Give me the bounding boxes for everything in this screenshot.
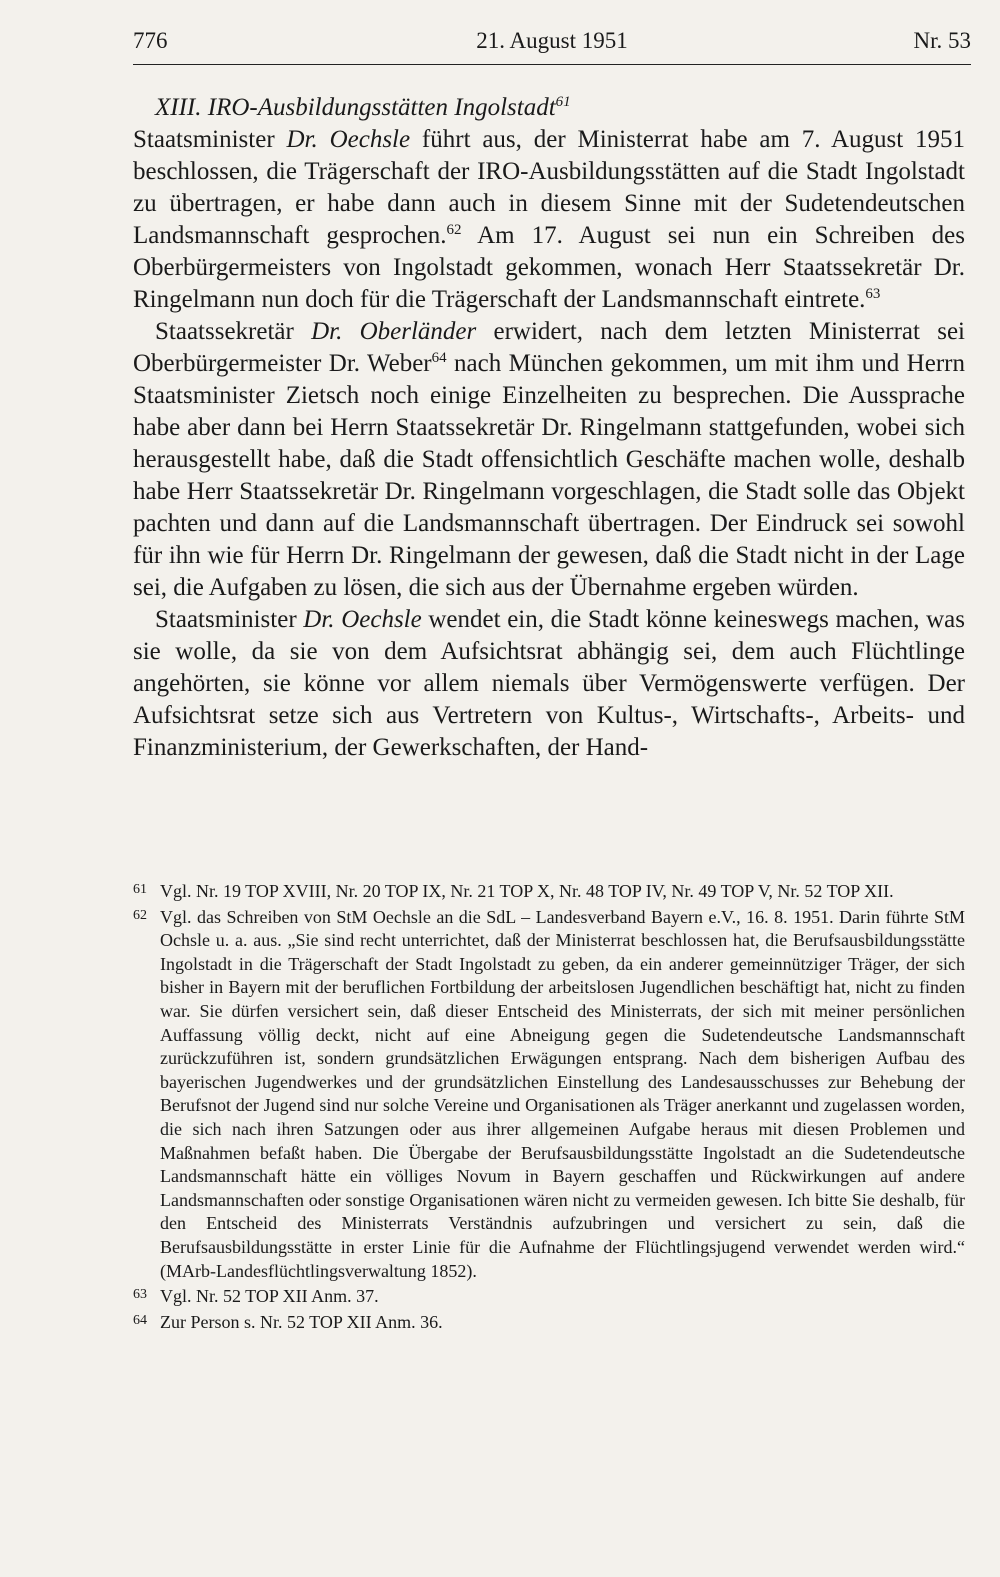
speaker-name: Dr. Oechsle	[303, 606, 422, 633]
paragraph-text: nach München gekommen, um mit ihm und Herrn Staatsminister Zietsch noch einige Einzelheiten zu besprechen. Die Aussprache habe aber dann bei Herrn Staatssekretär Dr. Ringelmann stattgefunden, wobei sich herausgestellt habe, daß die Stadt offensichtlich Geschäfte machen wolle, deshalb habe Herr Staatssekretär Dr. Ringelmann vorgeschlagen, die Stadt solle das Objekt pachten und dann auf die Landsmannschaft übertragen. Der Eindruck sei sowohl für ihn wie für Herrn Dr. Ringelmann der gewesen, daß die Stadt nicht in der Lage sei, die Aufgaben zu lösen, die sich aus der Übernahme ergeben würden.	[133, 350, 965, 601]
footnote-number: 63	[133, 1287, 147, 1303]
footnote-text: Vgl. Nr. 52 TOP XII Anm. 37.	[160, 1286, 379, 1307]
footnote-ref-62: 62	[446, 222, 462, 238]
paragraph-2	[133, 316, 965, 604]
header-date: 21. August 1951	[476, 28, 628, 53]
footnote-ref-64: 64	[431, 350, 447, 366]
paragraph-text: erwidert, nach dem letzten Ministerrat sei Oberbürgermeister Dr. Weber	[133, 318, 965, 377]
footnote-63	[133, 1285, 965, 1309]
header-rule	[133, 64, 971, 65]
speaker-name: Dr. Oberländer	[311, 318, 477, 345]
page-number: 776	[133, 28, 168, 53]
footnote-number: 61	[133, 882, 147, 897]
section-heading	[133, 92, 965, 124]
footnote-64	[133, 1311, 965, 1335]
footnote-text: Zur Person s. Nr. 52 TOP XII Anm. 36.	[160, 1311, 443, 1332]
footnote-ref-61: 61	[555, 94, 571, 110]
main-text	[133, 92, 965, 764]
section-title: XIII. IRO-Ausbildungsstätten Ingolstadt	[155, 94, 556, 121]
footnote-61	[133, 880, 965, 904]
footnote-number: 62	[133, 907, 147, 923]
paragraph-text: wendet ein, die Stadt könne keineswegs machen, was sie wolle, da sie von dem Aufsichtsrat abhängig sei, dem auch Flüchtlinge angehörten, sie könne vor allem niemals über Vermögenswerte verfügen. Der Aufsichtsrat setze sich aus Vertretern von Kultus-, Wirtschafts-, Arbeits- und Finanzministerium, der Gewerkschaften, der Hand-	[133, 606, 966, 761]
footnote-text: Vgl. das Schreiben von StM Oechsle an die SdL – Landesverband Bayern e.V., 16. 8. 1951. Darin führte StM Ochsle u. a. aus. „Sie sind recht unterrichtet, daß der Ministerrat beschlossen hat, die Berufsausbildungsstätte Ingolstadt in die Trägerschaft der Stadt Ingolstadt zu geben, da ein anderer gemeinnütziger Träger, der sich bisher in Bayern mit der beruflichen Fortbildung der arbeitslosen Jugendlichen beschäftigt hat, nicht zu finden war. Sie dürfen versichert sein, daß dieser Entscheid des Ministerrats, der sich mit meiner persönlichen Auffassung völlig deckt, nicht auf eine Abneigung gegen die Sudetendeutsche Landsmannschaft zurückzuführen ist, sondern grundsätzlichen Erwägungen entsprang. Nach dem bisherigen Aufbau des bayerischen Jugendwerkes und der grundsätzlichen Einstellung des Landesausschusses zur Behebung der Berufsnot der Jugend sind nur solche Vereine und Organisationen als Träger anerkannt und zugelassen worden, die sich nach ihren Satzungen oder aus ihrer allgemeinen Aufgabe heraus mit diesen Problemen und Maßnahmen befaßt haben. Die Übergabe der Berufsausbildungsstätte Ingolstadt an die Sudetendeutsche Landsmannschaft hätte ein völliges Novum in Bayern geschaffen und Rückwirkungen auf andere Landsmannschaften oder sonstige Organisationen wären nicht zu vermeiden gewesen. Ich bitte Sie deshalb, für den Entscheid des Ministerrats Verständnis aufzubringen und versichert zu sein, daß die Berufsausbildungsstätte in erster Linie für die Aufnahme der Flüchtlingsjugend verwendet werden wird.“ (MArb-Landesflüchtlingsverwaltung 1852).	[160, 906, 965, 1281]
running-header	[133, 28, 971, 64]
footnotes	[133, 880, 965, 1336]
footnote-62	[133, 906, 965, 1284]
speaker-prefix: Staatsminister	[133, 126, 287, 153]
speaker-name: Dr. Oechsle	[286, 126, 411, 153]
paragraph-1	[133, 124, 965, 316]
paragraph-3	[133, 604, 965, 764]
footnote-ref-63: 63	[865, 286, 881, 302]
speaker-prefix: Staatsminister	[155, 606, 304, 633]
issue-number: Nr. 53	[913, 28, 971, 53]
paragraph-text: führt aus, der Ministerrat habe am 7. August 1951 beschlossen, die Trägerschaft der IRO-Ausbildungsstätten auf die Stadt Ingolstadt zu übertragen, er habe dann auch in diesem Sinne mit der Sudetendeutschen Landsmannschaft gesprochen.	[133, 126, 966, 249]
footnote-text: Vgl. Nr. 19 TOP XVIII, Nr. 20 TOP IX, Nr. 21 TOP X, Nr. 48 TOP IV, Nr. 49 TOP V, Nr. 52 TOP XII.	[160, 881, 894, 901]
footnote-number: 64	[133, 1312, 147, 1328]
speaker-prefix: Staatssekretär	[155, 318, 312, 345]
paragraph-text: Am 17. August sei nun ein Schreiben des Oberbürgermeisters von Ingolstadt gekommen, wonach Herr Staatssekretär Dr. Ringelmann nun doch für die Trägerschaft der Landsmannschaft eintrete.	[133, 222, 965, 313]
